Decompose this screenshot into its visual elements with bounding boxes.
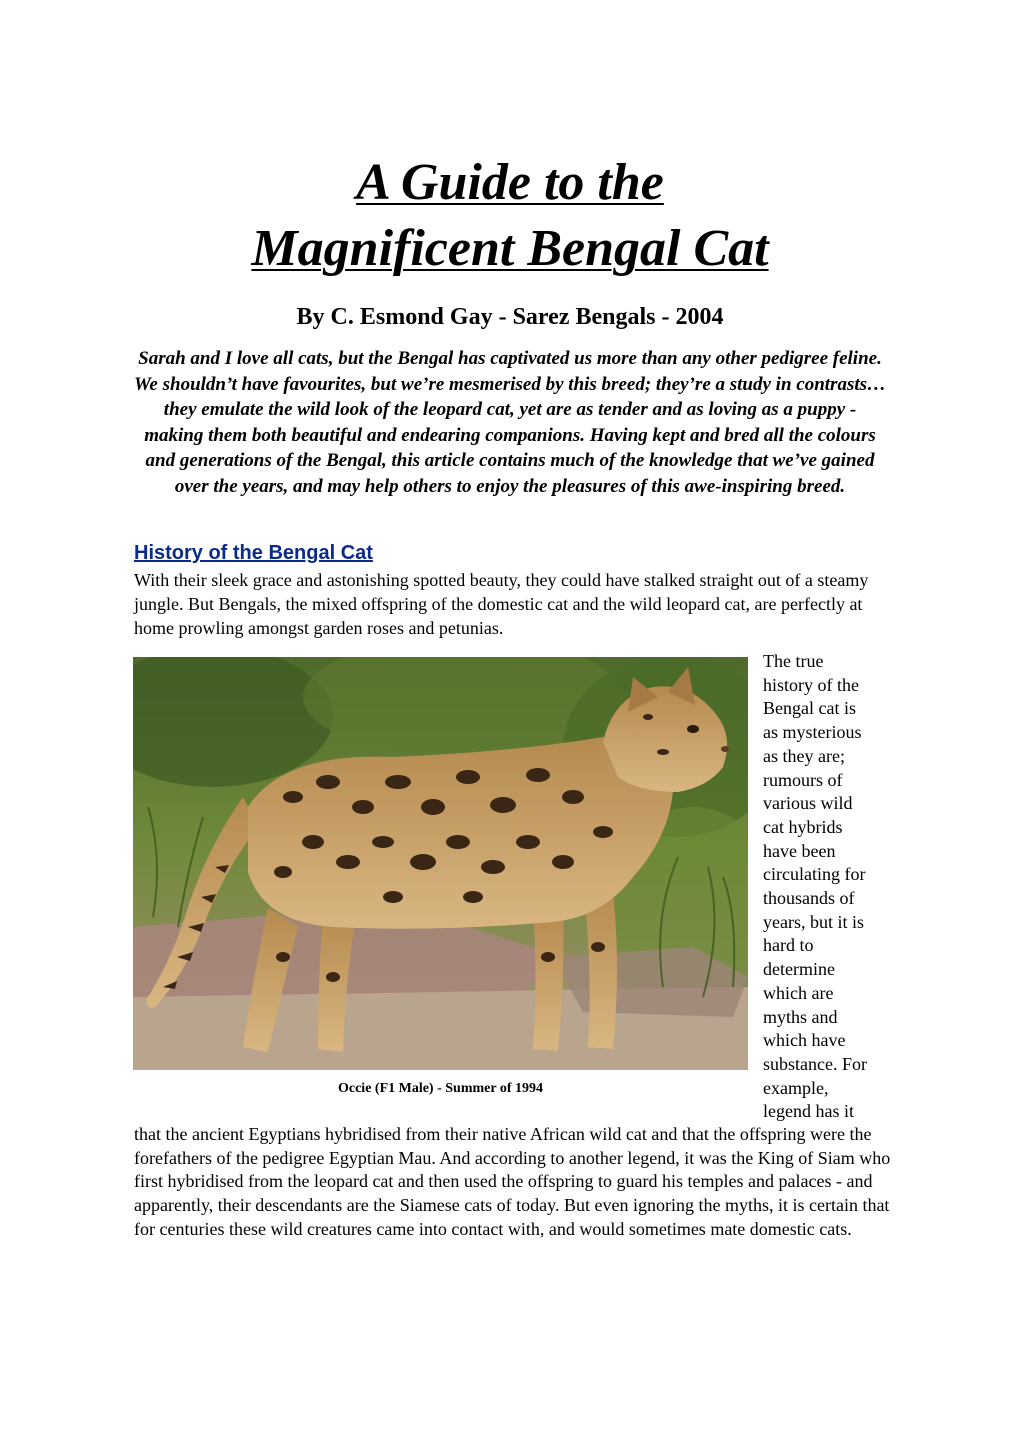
side-line: hard to bbox=[763, 935, 814, 956]
byline: By C. Esmond Gay - Sarez Bengals - 2004 bbox=[296, 304, 724, 330]
section-heading-history: History of the Bengal Cat bbox=[134, 542, 373, 564]
bengal-cat-photo bbox=[133, 657, 748, 1070]
side-line: substance. For bbox=[763, 1053, 867, 1074]
side-line: as mysterious bbox=[763, 722, 862, 743]
side-line: history of the bbox=[763, 674, 859, 695]
side-line: Bengal cat is bbox=[763, 698, 856, 719]
history-paragraph-1: With their sleek grace and astonishing spotted beauty, they could have stalked straight out of a steamy jungle. But Bengals, the mixed offspring of the domestic cat and the wild leopard cat, are perfectly at home prowling amongst garden roses and petunias. bbox=[134, 570, 869, 638]
side-line: which have bbox=[763, 1030, 846, 1051]
side-line: years, but it is bbox=[763, 911, 864, 932]
side-line: cat hybrids bbox=[763, 816, 843, 837]
side-line: The true bbox=[763, 651, 824, 671]
cat-photo-illustration bbox=[133, 657, 748, 1070]
side-line: rumours of bbox=[763, 769, 843, 790]
side-line: legend has it bbox=[763, 1101, 854, 1122]
intro-paragraph: Sarah and I love all cats, but the Bengal has captivated us more than any other pedigree feline. We shouldn’t have favourites, but we’re mesmerised by this breed; they’re a study in contrasts… they emulate the wild look of the leopard cat, yet are as tender and as loving as a puppy - making them both beautiful and endearing companions. Having kept and bred all the colours and generations of the Bengal, this article contains much of the knowledge that we’ve gained over the years, and may help others to enjoy the pleasures of this awe-inspiring breed. bbox=[133, 348, 887, 497]
side-line: determine bbox=[763, 959, 835, 980]
side-line: myths and bbox=[763, 1006, 838, 1027]
side-line: which are bbox=[763, 982, 834, 1003]
side-line: as they are; bbox=[763, 745, 845, 766]
side-line: have been bbox=[763, 840, 836, 861]
side-line: example, bbox=[763, 1077, 829, 1098]
side-line: thousands of bbox=[763, 888, 855, 909]
document-title bbox=[0, 150, 1020, 282]
side-line: various wild bbox=[763, 793, 853, 814]
figure-caption: Occie (F1 Male) - Summer of 1994 bbox=[337, 1081, 543, 1096]
title-line-2: Magnificent Bengal Cat bbox=[251, 220, 769, 277]
wrapped-side-text bbox=[763, 650, 891, 1124]
side-line: circulating for bbox=[763, 864, 866, 885]
title-line-1: A Guide to the bbox=[356, 154, 664, 211]
history-paragraph-2: that the ancient Egyptians hybridised from their native African wild cat and that the offspring were the forefathers of the pedigree Egyptian Mau. And according to another legend, it was the King of Siam who first hybridised from the leopard cat and then used the offspring to guard his temples and palaces - and apparently, their descendants are the Siamese cats of today. But even ignoring the myths, it is certain that for centuries these wild creatures came into contact with, and would sometimes mate domestic cats. bbox=[134, 1124, 891, 1239]
